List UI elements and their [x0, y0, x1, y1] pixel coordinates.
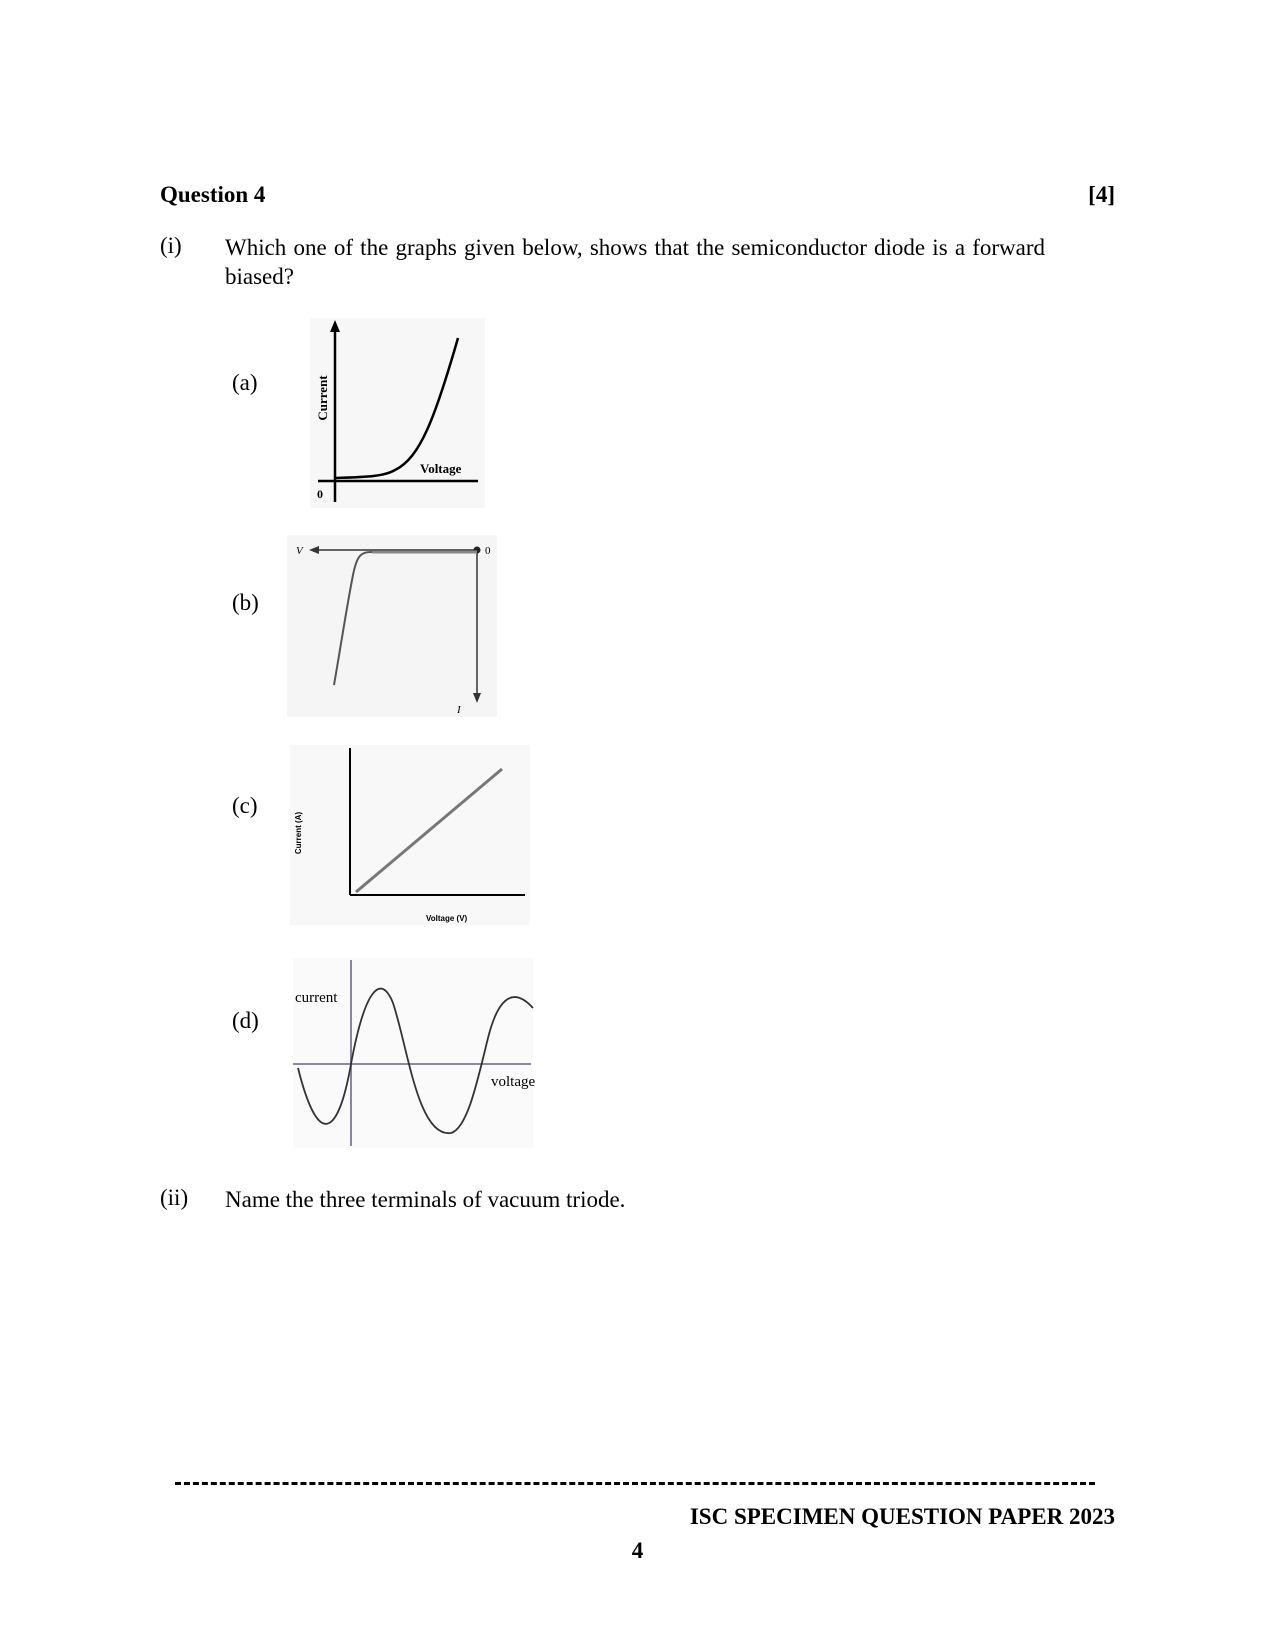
- page-number: 4: [631, 1538, 644, 1563]
- option-b-graph: [287, 535, 497, 717]
- option-d-y-label: current: [295, 990, 338, 1006]
- option-a-graph: [310, 318, 485, 508]
- footer-divider: [175, 1482, 1095, 1485]
- part-ii-number: (ii): [160, 1185, 189, 1210]
- option-b-label: (b): [232, 590, 259, 615]
- part-i-text: Which one of the graphs given below, shows that the semiconductor diode is a forward biased?: [225, 235, 1045, 289]
- option-c-x-label: Voltage (V): [426, 914, 468, 923]
- option-a-y-label: Current: [315, 375, 330, 421]
- option-d-x-label: voltage: [491, 1074, 536, 1090]
- option-b-origin-label: 0: [485, 545, 491, 557]
- part-ii-text: Name the three terminals of vacuum triode.: [225, 1187, 626, 1212]
- option-a-origin-label: 0: [317, 487, 323, 501]
- option-c-y-label: Current (A): [294, 811, 303, 855]
- question-marks: [4]: [1088, 182, 1115, 207]
- option-d-graph: [293, 958, 548, 1148]
- option-c-graph: [290, 745, 530, 925]
- option-c-label: (c): [232, 793, 258, 818]
- option-a-x-label: Voltage: [420, 461, 462, 476]
- question-title: Question 4: [160, 182, 266, 207]
- footer-title: ISC SPECIMEN QUESTION PAPER 2023: [689, 1504, 1115, 1529]
- option-b-y-label: I: [457, 704, 461, 716]
- option-d-label: (d): [232, 1008, 259, 1033]
- part-i-number: (i): [160, 233, 182, 258]
- option-a-label: (a): [232, 370, 258, 395]
- option-b-x-label: V: [296, 545, 303, 557]
